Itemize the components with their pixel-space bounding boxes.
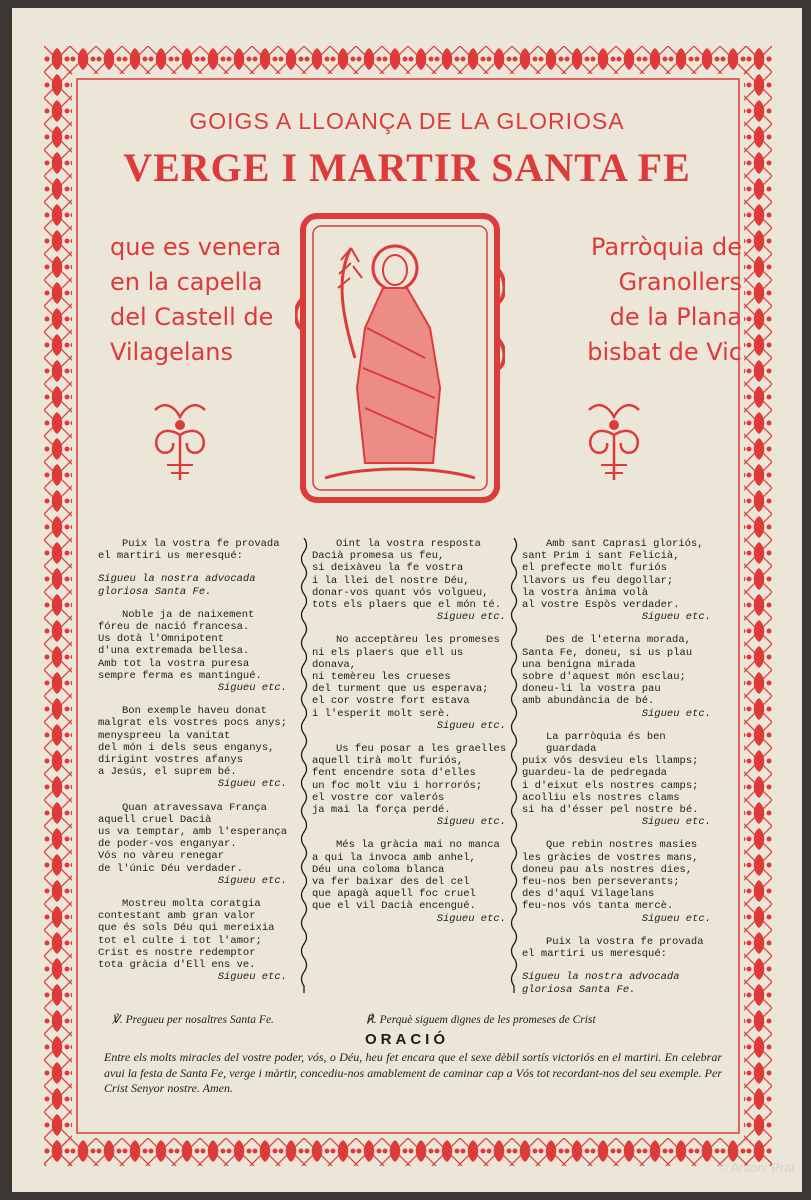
verse-line: guardeu-la de pedregada	[522, 767, 667, 780]
verse-line: Amb tot la vostra puresa	[98, 657, 250, 670]
refrain-cue: Sigueu etc.	[217, 778, 287, 791]
verse-stanza	[522, 538, 717, 623]
refrain-cue: Sigueu etc.	[436, 719, 506, 732]
refrain-stanza	[522, 971, 717, 995]
refrain-cue: Sigueu etc.	[217, 874, 287, 887]
verse-stanza	[98, 802, 293, 887]
verse-line: doneu-li la vostra pau	[522, 683, 661, 696]
verse-line: Déu una coloma blanca	[312, 863, 445, 876]
verse-line: el martiri us meresqué:	[522, 948, 667, 961]
verse-line: donar-vos quant vós volgueu,	[312, 586, 489, 599]
verse-stanza	[522, 936, 717, 960]
left-info-line: del Castell de	[110, 303, 274, 331]
verse-line: Bon exemple haveu donat	[122, 705, 267, 718]
verse-stanza	[98, 609, 293, 694]
flourish-ornament-left	[145, 395, 215, 483]
versicle: ℣. Pregueu per nosaltres Santa Fe.	[112, 1014, 274, 1026]
left-info-line: que es venera	[110, 233, 282, 261]
verse-line: Més la gràcia mai no manca	[336, 839, 500, 852]
verse-line: acolliu els nostres clams	[522, 791, 680, 804]
verse-line: aquell tirà molt furiós,	[312, 755, 464, 768]
verse-line: el martiri us meresqué:	[98, 550, 243, 563]
verse-line: una benigna mirada	[522, 658, 636, 671]
verse-stanza	[312, 743, 512, 828]
refrain-cue: Sigueu etc.	[217, 971, 287, 984]
verse-line: i d'eixut els nostres camps;	[522, 779, 699, 792]
left-info-line: Vilagelans	[110, 338, 234, 366]
verse-line: fóreu de nació francesa.	[98, 621, 250, 634]
right-info-line: Granollers	[618, 268, 742, 296]
photo-credit: © Antoni Prat	[718, 1160, 795, 1175]
verse-line: Des de l'eterna morada,	[546, 634, 691, 647]
refrain-cue: Sigueu etc.	[436, 912, 506, 925]
verse-line: Oint la vostra resposta	[336, 538, 481, 550]
verse-line: a Jesús, el suprem bé.	[98, 766, 237, 779]
verse-line: gloriosa Santa Fe.	[98, 585, 212, 598]
verse-line: Amb sant Caprasi gloriós,	[546, 538, 704, 550]
saint-woodcut-image	[295, 208, 505, 508]
verse-line: Puix la vostra fe provada	[122, 538, 280, 550]
verse-stanza	[522, 839, 717, 924]
verse-line: Crist es nostre redemptor	[98, 946, 256, 959]
verse-line: del turment que us esperava;	[312, 683, 489, 696]
verse-line: el vostre cor valerós	[312, 791, 445, 804]
verse-line: feu-nos ben perseverants;	[522, 876, 680, 889]
verse-line: i la llei del nostre Déu,	[312, 574, 470, 587]
verse-line: gloriosa Santa Fe.	[522, 983, 636, 996]
verse-line: ni temèreu les crueses	[312, 671, 451, 684]
verse-line: de l'únic Déu verdader.	[98, 862, 243, 875]
title-line-2: VERGE I MARTIR SANTA FE	[123, 145, 691, 190]
refrain-stanza	[98, 573, 293, 597]
refrain-cue: Sigueu etc.	[641, 912, 711, 925]
verse-line: aquell cruel Dacià	[98, 813, 212, 826]
right-info-line: Parròquia de	[590, 233, 742, 261]
verse-line: si ha d'ésser pel nostre bé.	[522, 804, 699, 817]
column-separator	[509, 538, 519, 993]
verse-line: Noble ja de naixement	[122, 608, 255, 621]
response: ℟. Perquè siguem dignes de les promeses de Crist	[366, 1014, 596, 1026]
right-info	[532, 230, 742, 370]
verse-line: el prefecte molt furiós	[522, 562, 667, 575]
oracio-text: Entre els molts miracles del vostre poder, vós, o Déu, heu fet encara que el sexe dèbil sortís victoriós en el martiri. En celebrar avui la festa de Santa Fe, verge i màrtir, concediu-nos amablement de caminar cap a Vós tot recordant-nos del seu exemple. Per Crist Senyor nostre. Amen.	[104, 1050, 722, 1095]
verse-stanza	[312, 634, 512, 732]
column-separator	[299, 538, 309, 993]
verse-line: va fer baixar des del cel	[312, 876, 470, 889]
verse-line: malgrat els vostres pocs anys;	[98, 717, 288, 730]
verse-line: sant Prim i sant Felicià,	[522, 550, 680, 563]
goigs-page	[12, 8, 802, 1192]
right-info-line: bisbat de Vic	[587, 338, 742, 366]
verse-line: el cor vostre fort estava	[312, 695, 470, 708]
verse-line: tots els plaers que el món té.	[312, 599, 502, 612]
verse-line: Vós no vàreu renegar	[98, 850, 225, 863]
verse-line: Santa Fe, doneu, si us plau	[522, 646, 693, 659]
oracio-heading: ORACIÓ	[365, 1031, 449, 1048]
verse-line: Us dotà l'Omnipotent	[98, 633, 225, 646]
verse-line: puix vós desvieu els llamps;	[522, 755, 699, 768]
verse-line: des d'aquí Vilagelans	[522, 888, 655, 901]
refrain-cue: Sigueu etc.	[436, 611, 506, 624]
verse-line: us va temptar, amb l'esperança	[98, 826, 288, 839]
verse-line: al vostre Espòs verdader.	[522, 599, 680, 612]
right-info-line: de la Plana	[609, 303, 742, 331]
verse-line: si deixàveu la fe vostra	[312, 562, 464, 575]
flourish-ornament-right	[579, 395, 649, 483]
verse-stanza	[98, 705, 293, 790]
refrain-cue: Sigueu etc.	[641, 611, 711, 624]
verse-stanza	[98, 538, 293, 562]
verse-line: Us feu posar a les graelles	[336, 743, 507, 756]
verse-line: ni els plaers que ell us donava,	[312, 646, 464, 671]
verse-line: tota gràcia d'Ell ens ve.	[98, 959, 256, 972]
verse-line: un foc molt viu i horrorós;	[312, 779, 483, 792]
verse-line: llavors us feu degollar;	[522, 574, 674, 587]
verse-stanza	[98, 898, 293, 983]
verse-line: Sigueu la nostra advocada	[522, 971, 680, 984]
refrain-cue: Sigueu etc.	[641, 707, 711, 720]
verse-line: d'una extremada bellesa.	[98, 645, 250, 658]
verse-line: de poder-vos enganyar.	[98, 838, 237, 851]
verse-line: dirigint vostres afanys	[98, 754, 243, 767]
verse-line: que el vil Dacià encengué.	[312, 900, 476, 913]
verse-line: sobre d'aquest món esclau;	[522, 671, 686, 684]
verse-line: que apagà aquell foc cruel	[312, 888, 476, 901]
left-info	[110, 230, 310, 370]
verse-line: fent encendre sota d'elles	[312, 767, 476, 780]
verse-line: ja mai la força perdé.	[312, 804, 451, 817]
title-line-1: GOIGS A LLOANÇA DE LA GLORIOSA	[189, 108, 625, 134]
refrain-cue: Sigueu etc.	[217, 682, 287, 695]
verse-line: les gràcies de vostres mans,	[522, 851, 699, 864]
verse-line: la vostra ànima volà	[522, 586, 649, 599]
verse-column-1	[98, 538, 293, 995]
verse-line: tot el culte i tot l'amor;	[98, 934, 262, 947]
verse-line: Quan atravessava França	[122, 801, 267, 814]
verse-column-2	[312, 538, 512, 936]
verse-line: No acceptàreu les promeses	[336, 634, 500, 647]
verse-stanza	[522, 731, 717, 829]
verse-line: menyspreeu la vanitat	[98, 729, 231, 742]
verse-stanza	[522, 634, 717, 719]
verse-column-3	[522, 538, 717, 1007]
verse-line: feu-nos vós tanta mercè.	[522, 900, 674, 913]
verse-line: a qui la invoca amb anhel,	[312, 851, 476, 864]
verse-line: del món i dels seus enganys,	[98, 741, 275, 754]
verse-line: contestant amb gran valor	[98, 910, 256, 923]
left-info-line: en la capella	[110, 268, 263, 296]
refrain-cue: Sigueu etc.	[436, 816, 506, 829]
verse-line: amb abundància de bé.	[522, 695, 655, 708]
refrain-cue: Sigueu etc.	[641, 816, 711, 829]
verse-line: Sigueu la nostra advocada	[98, 573, 256, 586]
verse-line: que és sols Déu qui mereixia	[98, 922, 275, 935]
verse-line: Dacià promesa us feu,	[312, 550, 445, 563]
verse-line: i l'esperit molt serè.	[312, 707, 451, 720]
verse-line: Puix la vostra fe provada	[546, 935, 704, 948]
verse-line: Mostreu molta coratgia	[122, 898, 261, 911]
verse-line: Que rebin nostres masies	[546, 839, 698, 852]
verse-line: sempre ferma es mantingué.	[98, 669, 262, 682]
verse-stanza	[312, 538, 512, 623]
verse-line: doneu pau als nostres dies,	[522, 863, 693, 876]
verse-line: La parròquia és ben guardada	[546, 730, 666, 756]
verse-stanza	[312, 839, 512, 924]
